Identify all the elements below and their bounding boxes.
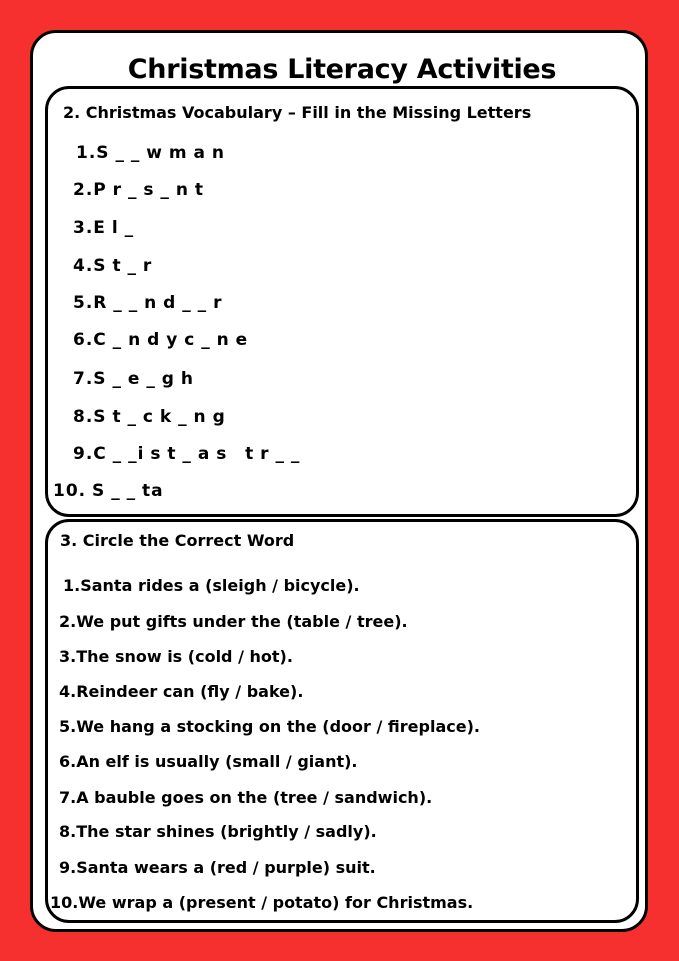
circle-word-section xyxy=(45,519,639,923)
circle-item-3: 3.The snow is (cold / hot). xyxy=(59,647,293,666)
circle-word-heading: 3. Circle the Correct Word xyxy=(60,531,295,550)
circle-item-8: 8.The star shines (brightly / sadly). xyxy=(59,822,377,841)
circle-item-10: 10.We wrap a (present / potato) for Christmas. xyxy=(50,893,474,912)
vocab-item-6: 6.C _ n d y c _ n e xyxy=(73,330,249,350)
circle-item-6: 6.An elf is usually (small / giant). xyxy=(59,752,358,771)
vocab-section xyxy=(45,86,639,517)
vocab-item-2: 2.P r _ s _ n t xyxy=(73,180,204,200)
vocab-item-9: 9.C _ _i s t _ a s t r _ _ xyxy=(73,444,301,464)
vocab-item-8: 8.S t _ c k _ n g xyxy=(73,407,226,427)
vocab-item-5: 5.R _ _ n d _ _ r xyxy=(73,293,223,313)
circle-item-9: 9.Santa wears a (red / purple) suit. xyxy=(59,858,376,877)
vocab-item-1: 1.S _ _ w m a n xyxy=(76,143,226,163)
worksheet-card xyxy=(30,30,648,932)
vocab-item-3: 3.E l _ xyxy=(73,218,135,238)
circle-item-4: 4.Reindeer can (fly / bake). xyxy=(59,682,304,701)
circle-item-2: 2.We put gifts under the (table / tree). xyxy=(59,612,408,631)
circle-item-1: 1.Santa rides a (sleigh / bicycle). xyxy=(63,576,360,595)
circle-item-5: 5.We hang a stocking on the (door / fireplace). xyxy=(59,717,480,736)
vocab-item-4: 4.S t _ r xyxy=(73,256,153,276)
page-title: Christmas Literacy Activities xyxy=(127,54,557,85)
vocab-item-7: 7.S _ e _ g h xyxy=(73,369,194,389)
vocab-item-10: 10. S _ _ ta xyxy=(53,481,164,501)
circle-item-7: 7.A bauble goes on the (tree / sandwich). xyxy=(59,788,433,807)
vocab-heading: 2. Christmas Vocabulary – Fill in the Missing Letters xyxy=(63,103,532,122)
